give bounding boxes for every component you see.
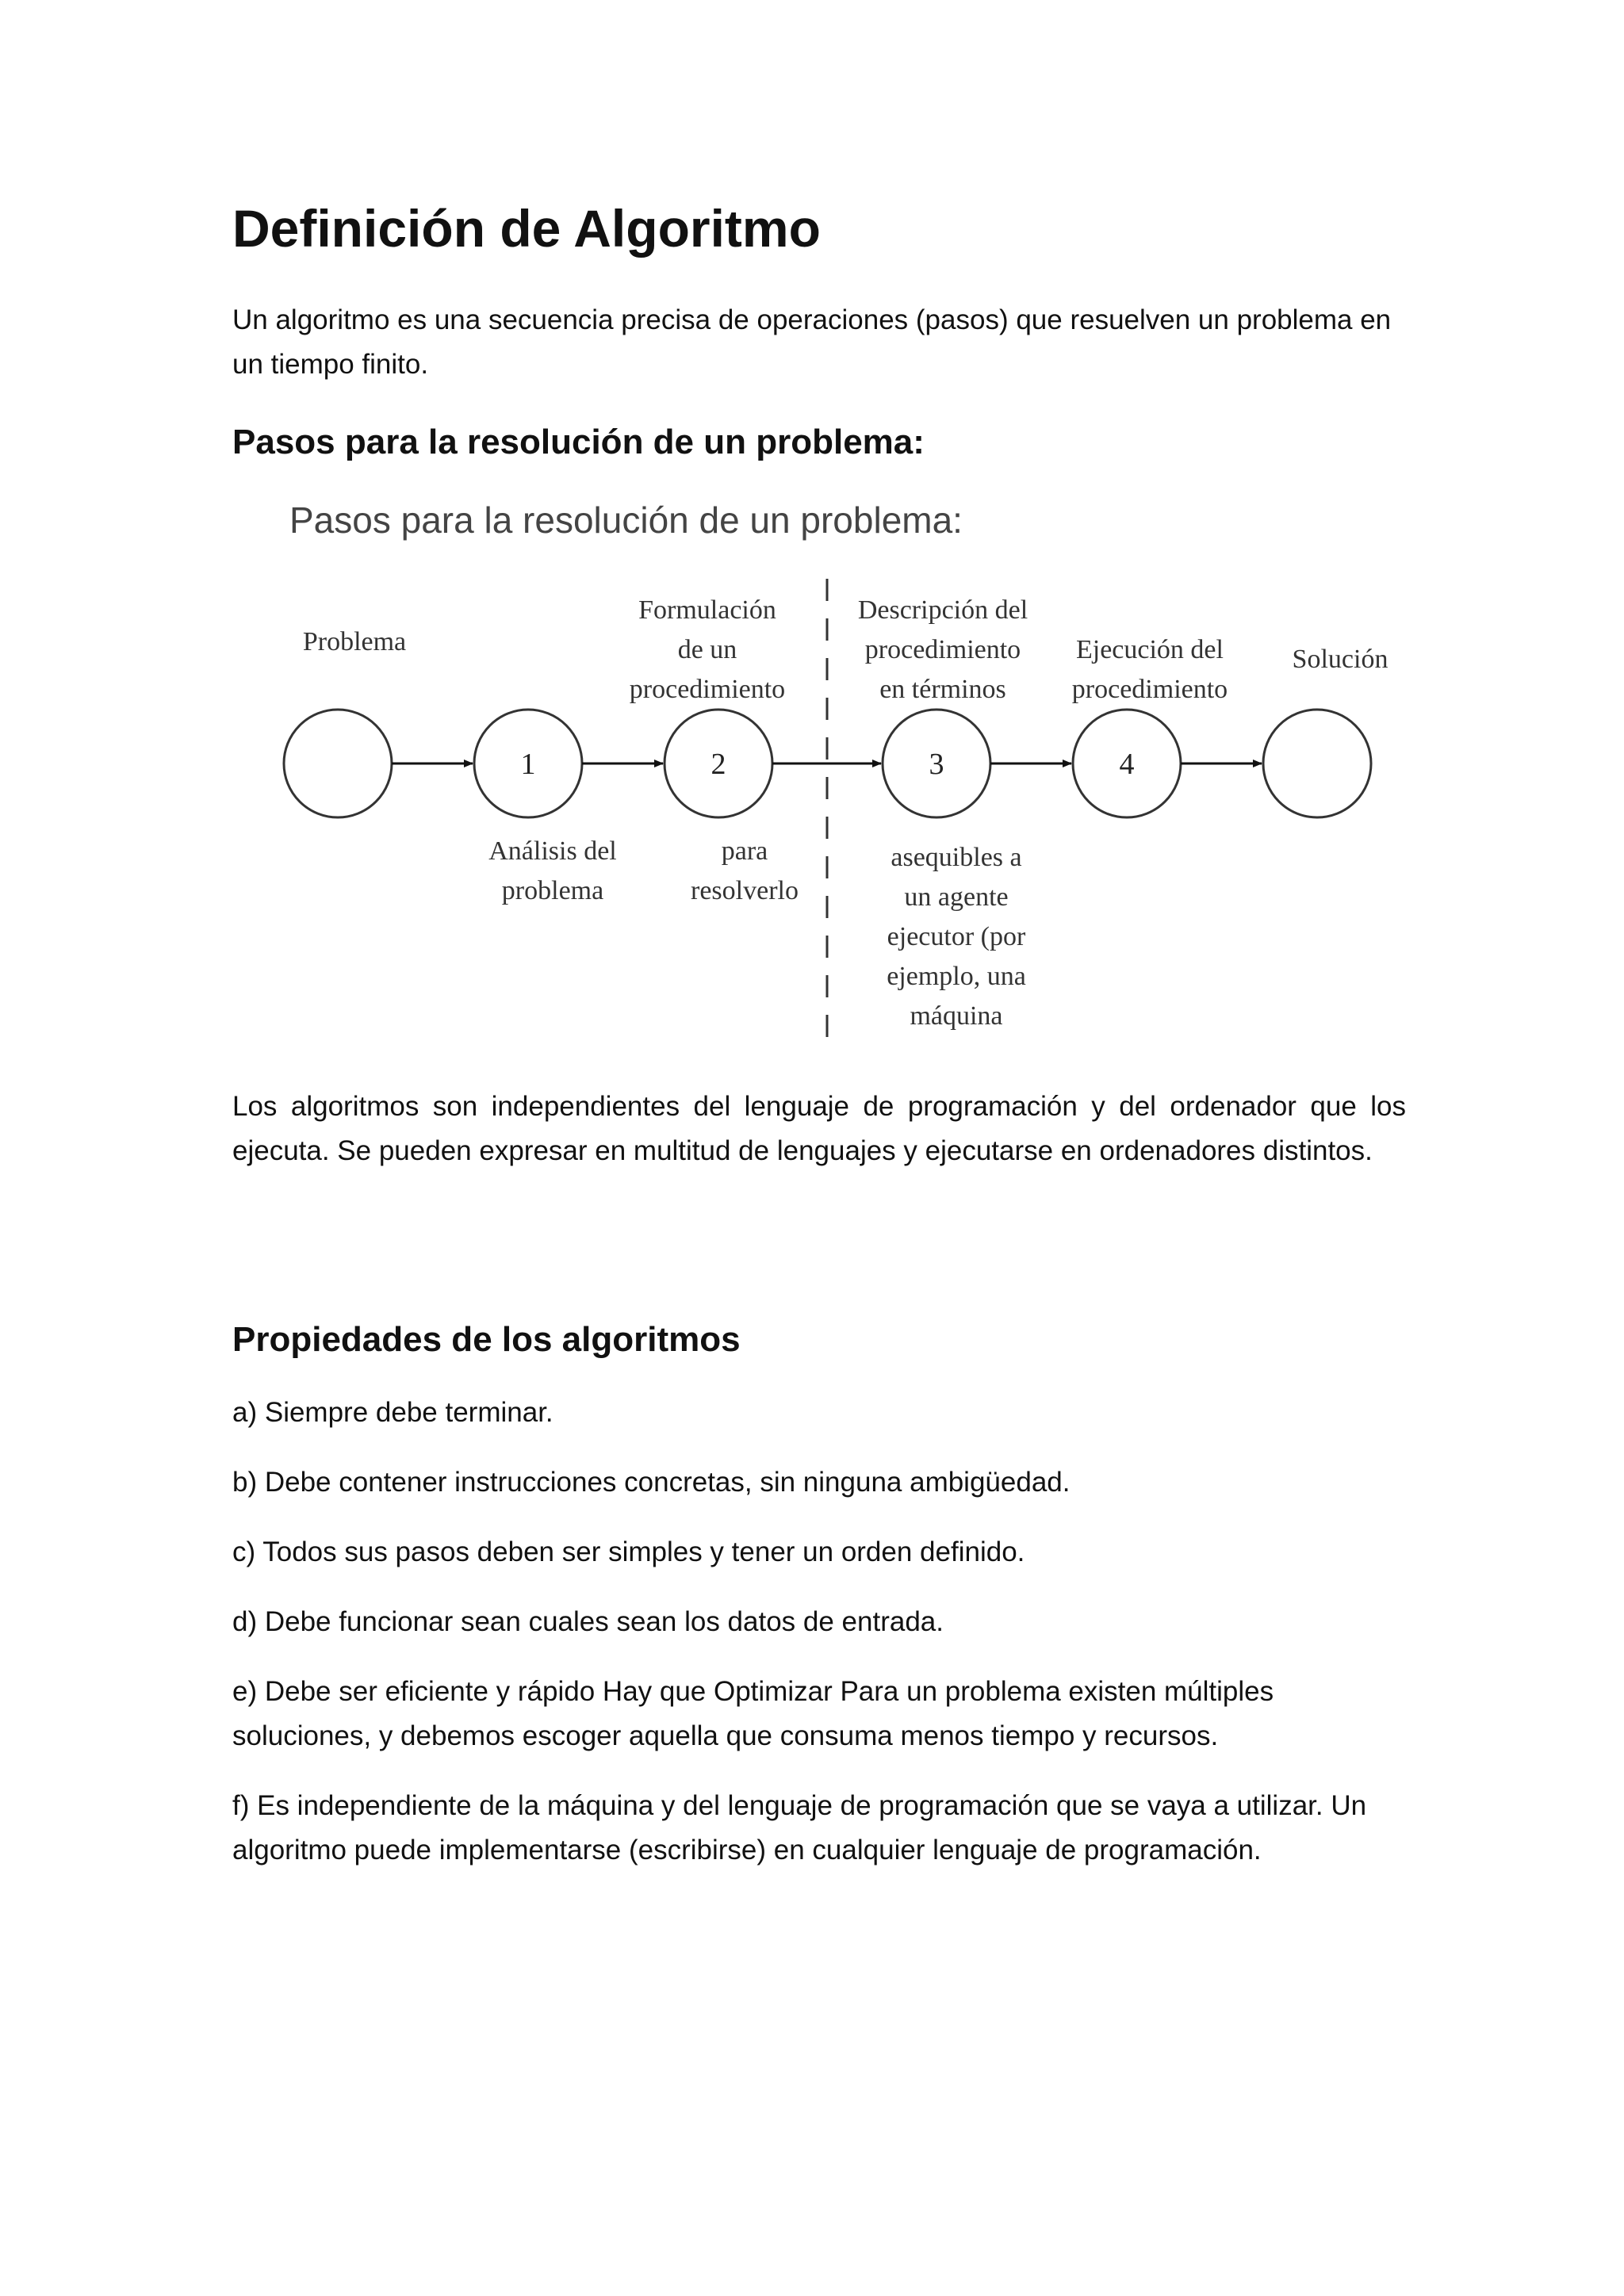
- intro-paragraph: Un algoritmo es una secuencia precisa de operaciones (pasos) que resuelven un problema en un tiempo finito.: [232, 304, 1392, 380]
- property-item-e: e) Debe ser eficiente y rápido Hay que Optimizar Para un problema existen múltiples soluciones, y debemos escoger aquella que consuma menos tiempo y recursos.: [232, 1676, 1274, 1751]
- label-node3-bottom-line5: máquina: [910, 1001, 1003, 1031]
- label-node3-bottom-line4: ejemplo, una: [887, 962, 1026, 991]
- label-node1-bottom-line2: problema: [501, 876, 604, 905]
- steps-diagram-svg: [270, 492, 1411, 1047]
- independence-paragraph: Los algoritmos son independientes del lenguaje de programación y del ordenador que los ejecuta. Se pueden expresar en multitud de lenguajes y ejecutarse en ordenadores distintos.: [232, 1091, 1406, 1166]
- property-item-c: c) Todos sus pasos deben ser simples y tener un orden definido.: [232, 1536, 1025, 1567]
- label-node3-bottom-line1: asequibles a: [891, 843, 1022, 872]
- document-title: Definición de Algoritmo: [232, 199, 821, 258]
- node-number-1: 1: [520, 748, 536, 781]
- label-problema: Problema: [302, 627, 407, 656]
- label-solucion: Solución: [1292, 645, 1388, 674]
- node-circle-solucion: [1263, 710, 1371, 817]
- node-number-2: 2: [710, 748, 726, 781]
- label-node3-top-line3: en términos: [879, 675, 1006, 704]
- label-node3-bottom-line3: ejecutor (por: [887, 922, 1026, 951]
- label-node4-top-line2: procedimiento: [1071, 675, 1228, 704]
- property-item-f: f) Es independiente de la máquina y del lenguaje de programación que se vaya a utilizar. Un algoritmo puede implementarse (escribirse) en cualquier lenguaje de programación.: [232, 1790, 1367, 1866]
- diagram-title: Pasos para la resolución de un problema:: [289, 499, 963, 541]
- steps-heading: Pasos para la resolución de un problema:: [232, 423, 925, 461]
- property-item-d: d) Debe funcionar sean cuales sean los datos de entrada.: [232, 1606, 944, 1637]
- label-node3-bottom-line2: un agente: [904, 882, 1009, 912]
- label-node2-bottom-line2: resolverlo: [691, 876, 799, 905]
- label-node2-top-line1: Formulación: [638, 595, 776, 625]
- label-node2-bottom-line1: para: [721, 836, 768, 866]
- property-item-a: a) Siempre debe terminar.: [232, 1397, 553, 1428]
- node-circle-problema: [284, 710, 392, 817]
- label-node4-top-line1: Ejecución del: [1076, 635, 1224, 664]
- property-item-b: b) Debe contener instrucciones concretas, sin ninguna ambigüedad.: [232, 1467, 1071, 1498]
- steps-diagram: [270, 492, 1411, 1047]
- properties-heading: Propiedades de los algoritmos: [232, 1320, 741, 1359]
- label-node1-bottom-line1: Análisis del: [488, 836, 617, 866]
- properties-list: [232, 1391, 1406, 1898]
- node-number-4: 4: [1119, 748, 1135, 781]
- label-node3-top-line2: procedimiento: [864, 635, 1021, 664]
- label-node3-top-line1: Descripción del: [857, 595, 1028, 625]
- label-node2-top-line2: de un: [677, 635, 737, 664]
- label-node2-top-line3: procedimiento: [629, 675, 786, 704]
- node-number-3: 3: [929, 748, 944, 781]
